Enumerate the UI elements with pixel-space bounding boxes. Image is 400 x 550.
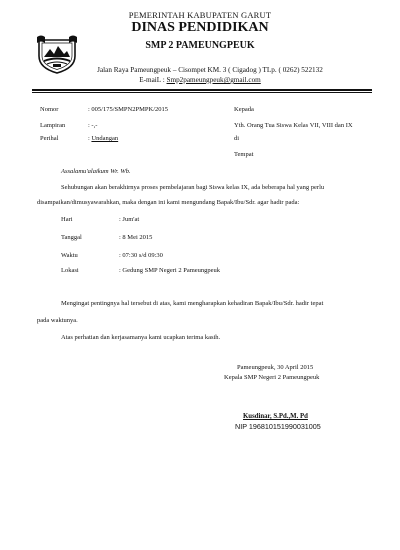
nomor-label: Nomor xyxy=(40,106,59,113)
email-label: E-maiL : xyxy=(139,76,167,84)
paragraph-2-line-2: pada waktunya. xyxy=(37,317,78,324)
school-email-line xyxy=(0,76,400,84)
detail-label-waktu: Waktu xyxy=(61,252,78,259)
letterhead-rule-thick xyxy=(32,89,372,91)
paragraph-2-line-1: Mengingat pentingnya hal tersebut di atas, kami mengharapkan kehadiran Bapak/Ibu/Sdr. hadir tepat xyxy=(61,300,324,307)
recipient-di: di xyxy=(234,135,240,142)
office-name: DINAS PENDIDIKAN xyxy=(131,20,269,35)
perihal-colon: : xyxy=(88,135,92,142)
school-email[interactable]: Smp2pameungpeuk@gmail.com xyxy=(166,76,261,84)
recipient-name: Yth. Orang Tua Siswa Kelas VII, VIII dan IX xyxy=(234,122,353,129)
lampiran-label: Lampiran xyxy=(40,122,66,129)
paragraph-1-line-1: Sehubungan akan berakhirnya proses pembelajaran bagi Siswa kelas IX, ada beberapa hal yang perlu xyxy=(61,184,325,191)
detail-value-tanggal: : 8 Mei 2015 xyxy=(119,234,153,241)
detail-value-waktu: : 07:30 s/d 09:30 xyxy=(119,252,163,259)
nomor-value: : 005/175/SMPN2PMPK/2015 xyxy=(88,106,169,113)
detail-label-tanggal: Tanggal xyxy=(61,234,82,241)
detail-value-hari: : Jum'at xyxy=(119,216,140,223)
closing-sentence: Atas perhatian dan kerjasamanya kami ucapkan terima kasih. xyxy=(61,334,221,341)
perihal-line xyxy=(88,135,118,142)
school-name: SMP 2 PAMEUNGPEUK xyxy=(145,40,255,51)
signature-title: Kepala SMP Negeri 2 Pameungpeuk xyxy=(224,374,320,381)
government-name: PEMERINTAH KABUPATEN GARUT xyxy=(128,10,272,20)
school-address: Jalan Raya Pameungpeuk – Cisompet KM. 3 ( Cigadog ) TLp. ( 0262) 522132 xyxy=(97,66,323,74)
lampiran-value: : -,- xyxy=(88,122,98,129)
perihal-label: Perihal xyxy=(40,135,59,142)
letterhead-rule-thin xyxy=(32,92,372,93)
recipient-kepada: Kepada xyxy=(234,106,254,113)
detail-label-lokasi: Lokasi xyxy=(61,267,79,274)
signatory-name: Kusdinar, S.Pd.,M. Pd xyxy=(243,413,308,420)
detail-value-lokasi: : Gedung SMP Negeri 2 Pameungpeuk xyxy=(119,267,221,274)
detail-label-hari: Hari xyxy=(61,216,73,223)
paragraph-1-line-2: disampaikan/dimusyawarahkan, maka dengan ini kami mengundang Bapak/Ibu/Sdr. agar hadir pada: xyxy=(37,199,300,206)
greeting: Assalamu'alaikum Wr. Wb. xyxy=(61,168,131,175)
perihal-value: Undangan xyxy=(91,135,119,142)
recipient-place: Tempat xyxy=(234,151,254,158)
signature-place-date: Pameungpeuk, 30 April 2015 xyxy=(237,364,314,371)
signatory-nip: NIP 196810151990031005 xyxy=(235,422,321,431)
